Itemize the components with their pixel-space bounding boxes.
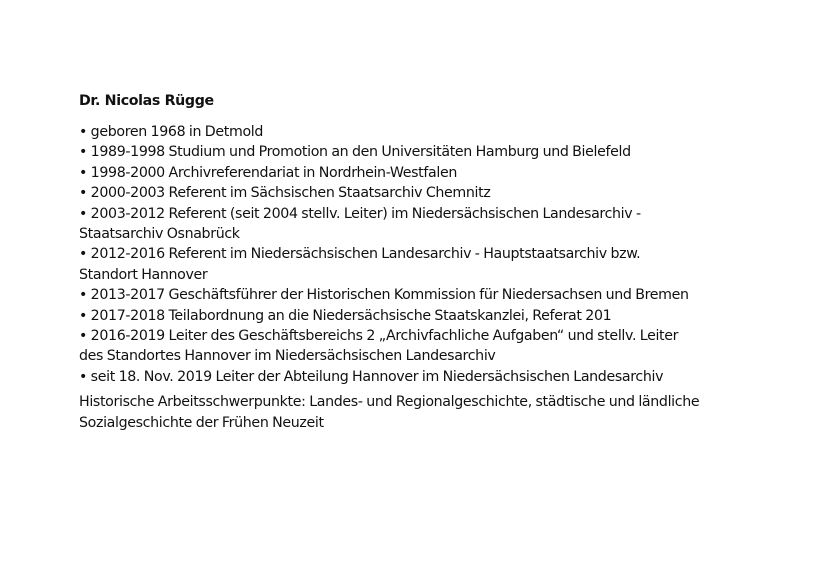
cv-entry <box>79 326 779 367</box>
cv-entry <box>79 183 779 203</box>
cv-list <box>79 122 779 387</box>
research-focus-line: Historische Arbeitsschwerpunkte: Landes- und Regionalgeschichte, städtische und ländliche <box>79 394 700 411</box>
cv-entry-line: Staatsarchiv Osnabrück <box>79 226 240 243</box>
cv-entry-line: • 2003-2012 Referent (seit 2004 stellv. Leiter) im Niedersächsischen Landesarchiv - <box>79 205 641 222</box>
cv-entry-line: • seit 18. Nov. 2019 Leiter der Abteilung Hannover im Niedersächsischen Landesarchiv <box>79 368 664 385</box>
cv-entry-line: • 2000-2003 Referent im Sächsischen Staatsarchiv Chemnitz <box>79 185 491 202</box>
research-focus-paragraph <box>79 392 779 433</box>
cv-entry <box>79 163 779 183</box>
cv-entry-line: • geboren 1968 in Detmold <box>79 124 264 140</box>
research-focus-line: Sozialgeschichte der Frühen Neuzeit <box>79 414 324 431</box>
cv-entry <box>79 367 779 387</box>
cv-entry-line: • 1998-2000 Archivreferendariat in Nordrhein-Westfalen <box>79 164 457 181</box>
person-name: Dr. Nicolas Rügge <box>79 93 214 109</box>
cv-entry-line: • 2013-2017 Geschäftsführer der Historischen Kommission für Niedersachsen und Bremen <box>79 287 689 304</box>
cv-entry <box>79 244 779 285</box>
cv-entry <box>79 142 779 162</box>
document-page <box>79 91 779 447</box>
cv-entry <box>79 285 779 305</box>
cv-entry-line: des Standortes Hannover im Niedersächsischen Landesarchiv <box>79 348 496 365</box>
cv-entry-line: • 2017-2018 Teilabordnung an die Niedersächsische Staatskanzlei, Referat 201 <box>79 307 612 324</box>
cv-entry-line: • 2016-2019 Leiter des Geschäftsbereichs 2 „Archivfachliche Aufgaben“ und stellv. Leiter <box>79 328 679 345</box>
cv-entry <box>79 306 779 326</box>
cv-entry <box>79 122 779 142</box>
cv-entry-line: • 1989-1998 Studium und Promotion an den Universitäten Hamburg und Bielefeld <box>79 144 631 161</box>
cv-entry <box>79 204 779 245</box>
cv-entry-line: • 2012-2016 Referent im Niedersächsischen Landesarchiv - Hauptstaatsarchiv bzw. <box>79 246 641 263</box>
cv-entry-line: Standort Hannover <box>79 266 208 283</box>
